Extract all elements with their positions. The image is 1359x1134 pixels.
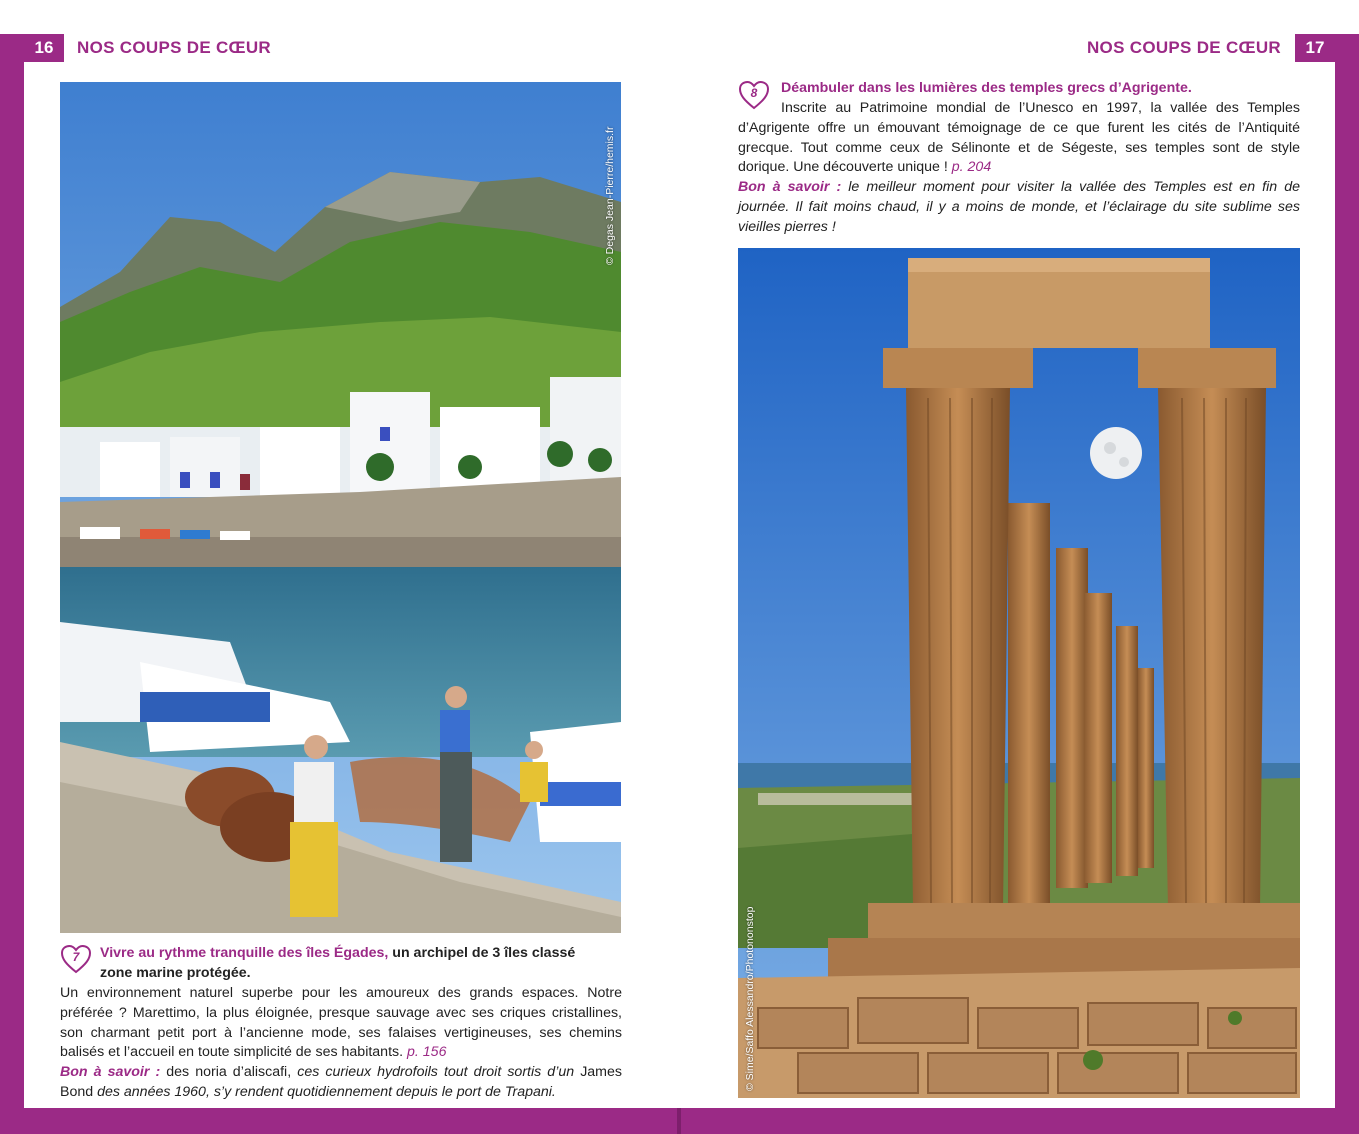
heart-item-number-7: 7 xyxy=(72,950,80,964)
right-item-body-text: Inscrite au Patrimoine mondial de l’Unesco en 1997, la vallée des Temples d’Agrigente offre un émouvant témoignage de ce que furent les cités de l’Antiquité grecque. Tout comme ceux de Sélinonte et de Ségeste, ses temples sont de style dorique. Une découverte unique ! xyxy=(738,100,1300,176)
left-page-edge-band xyxy=(0,34,24,1134)
left-item-title-rest: un archipel de 3 îles classé xyxy=(388,945,576,961)
agrigento-temple-photo xyxy=(738,248,1300,1098)
book-gutter xyxy=(677,1108,681,1134)
egadi-harbour-photo xyxy=(60,82,621,933)
left-running-head: NOS COUPS DE CŒUR xyxy=(77,38,272,57)
left-item-tip-part3: James Bond xyxy=(60,1064,622,1100)
left-item-body xyxy=(60,984,622,1103)
left-item-tip-part2: ces curieux hydrofoils tout droit sortis d’un xyxy=(297,1064,575,1081)
left-item-page-ref: p. 156 xyxy=(407,1044,447,1061)
page-top-margin xyxy=(0,0,1359,34)
left-photo-credit: © Degas Jean-Pierre/hemis.fr xyxy=(604,126,616,265)
heart-number-icon xyxy=(60,944,92,974)
heart-item-number-8: 8 xyxy=(750,86,758,100)
right-photo-credit: © Sime/Saffo Alessandro/Photononstop xyxy=(744,906,756,1091)
right-page-edge-band xyxy=(1335,34,1359,1134)
left-item-tip-part1: des noria d’aliscafi, xyxy=(160,1064,298,1081)
right-item-body xyxy=(738,99,1300,178)
left-item-body-text: Un environnement naturel superbe pour les amoureux des grands espaces. Notre préférée ? Marettimo, la plus éloignée, presque sauvage avec ses criques cristallines, son charmant petit port à l’ancienne mode, ses falaises vertigineuses, ses chemins balisés et l’accueil en toute simplicité de ses habitants. xyxy=(60,985,622,1061)
right-item-title-text: Déambuler dans les lumières des temples grecs d’Agrigente. xyxy=(781,80,1192,96)
right-item-tip xyxy=(738,178,1300,237)
right-item-page-ref: p. 204 xyxy=(951,159,992,176)
left-item-tip-part4: des années 1960, s’y rendent quotidiennement depuis le port de Trapani. xyxy=(97,1083,556,1100)
left-item-tip-label: Bon à savoir : xyxy=(60,1064,161,1081)
right-running-head: NOS COUPS DE CŒUR xyxy=(1086,38,1281,57)
right-item-tip-label: Bon à savoir : xyxy=(738,179,842,195)
right-page-number: 17 xyxy=(1295,34,1335,62)
left-item-title xyxy=(100,944,622,984)
left-item-title-line2: zone marine protégée. xyxy=(100,964,251,981)
right-item-title xyxy=(781,79,1301,99)
right-item-tip-text: le meilleur moment pour visiter la vallée des Temples est en fin de journée. Il fait moins chaud, il y a moins de monde, et l’éclairage du site sublime ses vieilles pierres ! xyxy=(738,179,1300,235)
left-item-title-accent: Vivre au rythme tranquille des îles Égades, xyxy=(100,945,389,961)
left-page-number: 16 xyxy=(24,34,64,62)
